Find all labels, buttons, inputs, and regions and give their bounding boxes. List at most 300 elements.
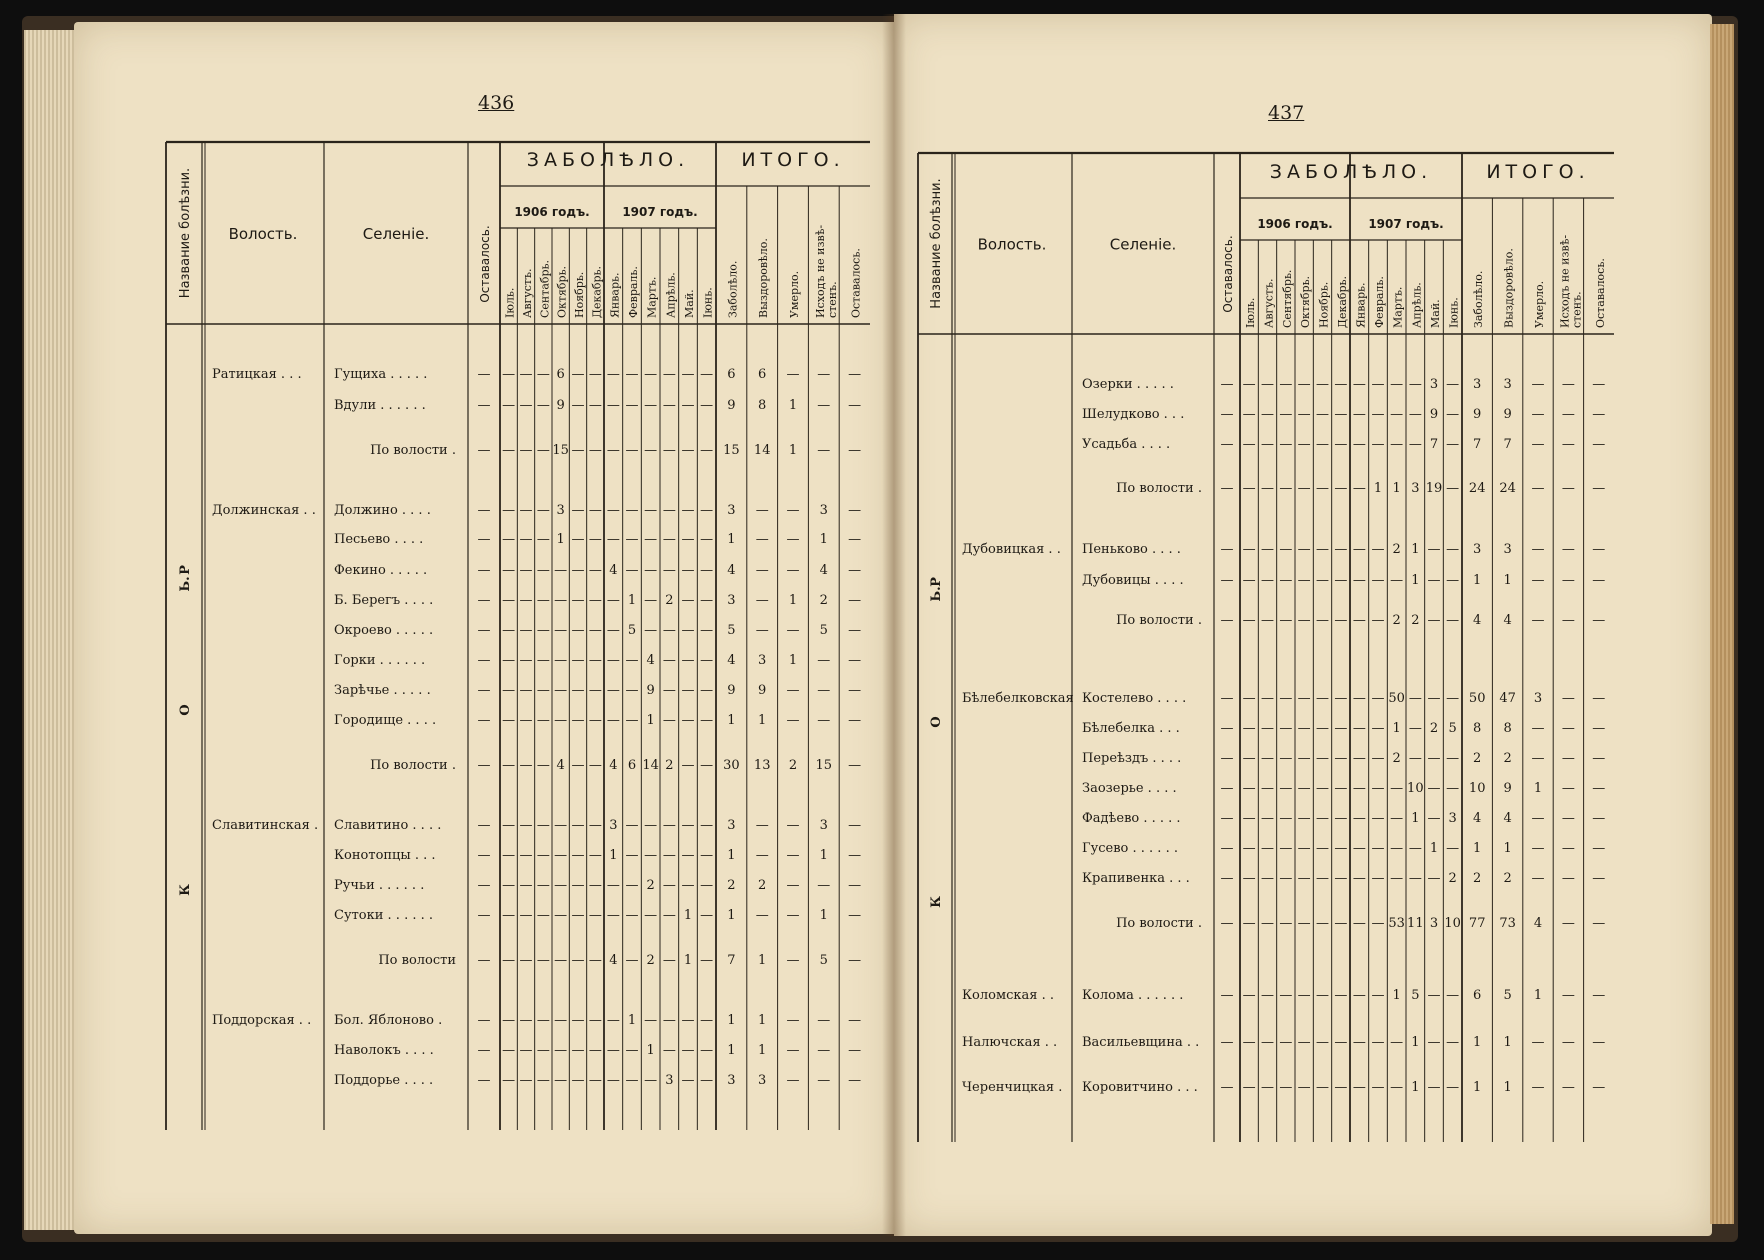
table-cell-dash: — (1220, 841, 1234, 856)
table-cell-dash: — (1352, 573, 1366, 588)
table-cell-dash: — (606, 1073, 620, 1088)
table-cell-dash: — (477, 398, 491, 413)
table-cell-dash: — (1316, 691, 1329, 706)
table-cell-dash: — (1408, 841, 1422, 856)
table-cell-dash: — (1279, 871, 1293, 886)
table-cell-dash: — (519, 1073, 533, 1088)
table-cell-dash: — (662, 818, 676, 833)
table-cell-value: 4 (609, 758, 618, 773)
table-cell-value: 3 (758, 1073, 767, 1088)
table-cell-dash: — (536, 503, 550, 518)
table-cell-dash: — (1334, 751, 1348, 766)
table-cell-value: 4 (1503, 613, 1512, 628)
month-header: Ноябрь. (573, 271, 586, 318)
village-column-header: Селеніе. (362, 225, 430, 243)
table-cell-value: 4 (609, 953, 618, 968)
table-cell-dash: — (662, 503, 676, 518)
table-cell-dash: — (554, 563, 568, 578)
table-cell-dash: — (700, 1073, 714, 1088)
table-cell-dash: — (1242, 1035, 1256, 1050)
table-cell-dash: — (1561, 613, 1575, 628)
village-name: Васильевщина . . (1082, 1035, 1200, 1050)
table-cell-dash: — (502, 1073, 516, 1088)
table-cell-dash: — (1427, 871, 1441, 886)
month-header: Февраль. (1373, 276, 1386, 328)
table-cell-dash: — (662, 367, 676, 382)
table-cell-dash: — (786, 818, 800, 833)
table-cell-dash: — (1390, 1080, 1404, 1095)
table-cell-dash: — (1352, 407, 1366, 422)
table-cell-dash: — (606, 908, 620, 923)
table-cell-dash: — (1531, 751, 1545, 766)
table-cell-dash: — (477, 953, 491, 968)
village-name: Шелудково . . . (1082, 407, 1185, 422)
disease-name-letter: О (929, 716, 944, 728)
table-cell-dash: — (1242, 407, 1256, 422)
table-cell-dash: — (1242, 1080, 1256, 1095)
table-cell-dash: — (1592, 781, 1606, 796)
table-cell-value: 1 (1503, 841, 1512, 856)
table-cell-dash: — (786, 908, 800, 923)
table-cell-value: 3 (727, 818, 736, 833)
table-cell-value: 1 (1533, 781, 1543, 796)
table-cell-dash: — (1390, 437, 1404, 452)
table-cell-dash: — (1352, 721, 1366, 736)
year-1906-header: 1906 годъ. (514, 205, 590, 219)
table-cell-dash: — (502, 563, 516, 578)
table-cell-dash: — (786, 713, 800, 728)
month-header: Ноябрь. (1317, 281, 1331, 328)
table-cell-dash: — (502, 908, 516, 923)
table-cell-dash: — (700, 908, 714, 923)
table-cell-dash: — (1334, 871, 1348, 886)
table-cell-dash: — (786, 367, 800, 382)
year-1906-header: 1906 годъ. (1257, 217, 1333, 231)
table-cell-dash: — (681, 1043, 695, 1058)
month-header: Іюль. (503, 287, 517, 318)
month-header: Октябрь. (1299, 275, 1313, 328)
table-cell-value: 4 (1473, 613, 1482, 628)
table-cell-value: 1 (1411, 811, 1420, 826)
remained-column-header: Оставалось. (478, 225, 492, 303)
table-cell-dash: — (700, 818, 714, 833)
table-cell-value: 2 (1411, 613, 1420, 628)
table-cell-dash: — (606, 1043, 620, 1058)
table-cell-dash: — (1242, 721, 1256, 736)
month-header: Май. (683, 289, 696, 318)
month-header: Май. (1429, 299, 1442, 328)
table-cell-dash: — (700, 878, 714, 893)
table-cell-dash: — (1220, 1080, 1234, 1095)
table-cell-dash: — (519, 503, 533, 518)
table-cell-dash: — (1592, 481, 1606, 496)
table-cell-value: 2 (1503, 751, 1512, 766)
table-cell-dash: — (625, 563, 639, 578)
table-cell-value: 2 (1392, 613, 1401, 628)
volost-column-header: Волость. (977, 235, 1047, 254)
table-cell-dash: — (1446, 377, 1460, 392)
table-cell-dash: — (817, 713, 831, 728)
table-cell-dash: — (817, 398, 831, 413)
table-cell-value: 2 (758, 878, 767, 893)
table-cell-dash: — (1352, 613, 1366, 628)
table-cell-dash: — (1427, 573, 1441, 588)
table-cell-value: 9 (1503, 781, 1512, 796)
table-cell-dash: — (1592, 916, 1606, 931)
table-cell-dash: — (588, 848, 602, 863)
table-cell-dash: — (554, 908, 568, 923)
table-cell-dash: — (1531, 573, 1545, 588)
table-cell-dash: — (1352, 781, 1366, 796)
village-name: Сутоки . . . . . . (334, 908, 433, 923)
table-cell-dash: — (848, 563, 862, 578)
table-cell-dash: — (1427, 1035, 1441, 1050)
table-cell-dash: — (571, 908, 585, 923)
table-cell-dash: — (477, 1013, 491, 1028)
table-cell-dash: — (1561, 916, 1575, 931)
table-cell-dash: — (606, 623, 620, 638)
disease-name-letter: Р (178, 565, 193, 575)
table-cell-dash: — (536, 532, 550, 547)
table-cell-dash: — (1531, 481, 1545, 496)
table-cell-dash: — (536, 1073, 550, 1088)
table-cell-dash: — (644, 398, 658, 413)
table-cell-value: 1 (1392, 721, 1401, 736)
table-cell-value: 7 (1473, 437, 1482, 452)
table-cell-dash: — (1261, 542, 1274, 557)
table-cell-value: 1 (683, 953, 693, 968)
table-cell-dash: — (536, 398, 550, 413)
table-cell-dash: — (786, 953, 800, 968)
table-cell-value: 2 (819, 593, 828, 608)
table-cell-dash: — (519, 683, 533, 698)
table-cell-dash: — (1316, 721, 1329, 736)
table-cell-value: 3 (819, 818, 828, 833)
table-cell-value: 2 (646, 953, 655, 968)
table-cell-dash: — (554, 878, 568, 893)
table-cell-dash: — (1220, 721, 1234, 736)
table-cell-dash: — (848, 1073, 862, 1088)
table-cell-dash: — (1561, 542, 1575, 557)
table-cell-dash: — (536, 623, 550, 638)
table-cell-dash: — (519, 758, 533, 773)
month-header: Апрѣль. (664, 272, 678, 318)
disease-name-letter: О (178, 704, 193, 716)
table-cell-dash: — (502, 848, 516, 863)
table-cell-dash: — (625, 443, 639, 458)
table-cell-dash: — (625, 367, 639, 382)
table-cell-dash: — (1261, 811, 1274, 826)
table-cell-dash: — (477, 653, 491, 668)
table-cell-dash: — (536, 758, 550, 773)
table-cell-dash: — (1561, 481, 1575, 496)
table-cell-dash: — (588, 623, 602, 638)
table-cell-dash: — (662, 683, 676, 698)
table-cell-dash: — (786, 532, 800, 547)
subtotal-label: По волости . (1116, 613, 1202, 628)
table-cell-value: 1 (788, 398, 798, 413)
table-cell-dash: — (1297, 871, 1311, 886)
month-header: Августъ. (1262, 278, 1276, 328)
table-cell-dash: — (477, 367, 491, 382)
table-cell-dash: — (1279, 781, 1293, 796)
table-cell-value: 1 (1411, 542, 1420, 557)
table-cell-dash: — (1297, 811, 1311, 826)
village-name: Б. Берегъ . . . . (334, 593, 434, 608)
table-cell-dash: — (1446, 691, 1460, 706)
table-cell-dash: — (1261, 988, 1274, 1003)
table-cell-dash: — (1531, 871, 1545, 886)
totals-header: Оставалось. (1593, 258, 1607, 328)
table-cell-dash: — (1446, 781, 1460, 796)
table-cell-dash: — (554, 623, 568, 638)
table-cell-dash: — (1220, 988, 1234, 1003)
table-cell-value: 53 (1388, 916, 1405, 931)
table-cell-value: 3 (609, 818, 618, 833)
table-cell-dash: — (700, 398, 714, 413)
table-cell-dash: — (1220, 573, 1234, 588)
volost-name: Славитинская . (212, 818, 319, 833)
table-cell-dash: — (1561, 811, 1575, 826)
table-cell-value: 4 (1533, 916, 1543, 931)
table-cell-dash: — (1334, 1080, 1348, 1095)
table-cell-dash: — (817, 367, 831, 382)
table-cell-dash: — (1446, 407, 1460, 422)
table-cell-dash: — (606, 593, 620, 608)
table-cell-dash: — (1352, 377, 1366, 392)
totals-header: Выздоровѣло. (1502, 248, 1516, 328)
table-cell-value: 7 (727, 953, 736, 968)
table-cell-dash: — (606, 713, 620, 728)
table-cell-dash: — (662, 908, 676, 923)
table-cell-value: 50 (1388, 691, 1405, 706)
table-cell-value: 1 (727, 532, 736, 547)
table-cell-value: 1 (727, 1013, 736, 1028)
table-cell-value: 3 (1429, 916, 1439, 931)
table-cell-dash: — (536, 563, 550, 578)
table-cell-dash: — (1390, 1035, 1404, 1050)
village-name: Фекино . . . . . (334, 563, 428, 578)
table-cell-dash: — (1592, 407, 1606, 422)
table-cell-dash: — (681, 1073, 695, 1088)
table-cell-value: 3 (1503, 377, 1512, 392)
table-cell-value: 4 (819, 563, 828, 578)
table-cell-dash: — (625, 683, 639, 698)
table-cell-dash: — (625, 953, 639, 968)
table-cell-dash: — (700, 848, 714, 863)
table-cell-dash: — (571, 653, 585, 668)
table-cell-value: 1 (758, 1043, 767, 1058)
table-cell-dash: — (1297, 841, 1311, 856)
table-cell-dash: — (1592, 988, 1606, 1003)
table-cell-dash: — (700, 653, 714, 668)
month-header: Іюль. (1244, 297, 1258, 328)
table-cell-value: 1 (627, 1013, 637, 1028)
table-cell-dash: — (848, 593, 862, 608)
table-cell-dash: — (1352, 1080, 1366, 1095)
table-cell-dash: — (848, 818, 862, 833)
table-cell-value: 5 (1448, 721, 1457, 736)
table-cell-dash: — (502, 683, 516, 698)
village-name: Песьево . . . . (334, 532, 424, 547)
table-cell-dash: — (1446, 613, 1460, 628)
table-cell-value: 6 (758, 367, 767, 382)
table-cell-dash: — (1371, 1080, 1385, 1095)
table-cell-dash: — (571, 367, 585, 382)
table-cell-dash: — (1220, 437, 1234, 452)
table-cell-value: 1 (1473, 841, 1482, 856)
table-cell-dash: — (1446, 1080, 1460, 1095)
table-cell-dash: — (1261, 916, 1274, 931)
table-cell-dash: — (1334, 781, 1348, 796)
table-cell-dash: — (848, 653, 862, 668)
table-cell-dash: — (1352, 916, 1366, 931)
table-cell-dash: — (1334, 481, 1348, 496)
table-cell-value: 2 (727, 878, 736, 893)
table-cell-dash: — (554, 713, 568, 728)
table-cell-dash: — (536, 1043, 550, 1058)
month-header: Октябрь. (555, 265, 569, 318)
table-cell-value: 2 (788, 758, 798, 773)
table-cell-dash: — (1371, 573, 1385, 588)
table-cell-value: 1 (819, 848, 828, 863)
table-cell-dash: — (848, 367, 862, 382)
table-cell-dash: — (817, 653, 831, 668)
table-cell-dash: — (1352, 988, 1366, 1003)
table-cell-dash: — (519, 1013, 533, 1028)
table-cell-dash: — (817, 1013, 831, 1028)
month-header: Декабрь. (1335, 275, 1349, 328)
table-cell-dash: — (1446, 573, 1460, 588)
table-cell-value: 13 (753, 758, 771, 773)
village-name: Гусево . . . . . . (1082, 841, 1178, 856)
volost-name: Бѣлебелковская (962, 691, 1074, 706)
table-cell-dash: — (700, 563, 714, 578)
table-cell-value: 2 (1392, 751, 1401, 766)
subtotal-label: По волости . (1116, 481, 1202, 496)
table-cell-dash: — (502, 593, 516, 608)
table-cell-value: 2 (665, 593, 674, 608)
table-cell-dash: — (554, 593, 568, 608)
table-cell-dash: — (1390, 781, 1404, 796)
table-cell-dash: — (681, 683, 695, 698)
table-cell-dash: — (1297, 1080, 1311, 1095)
table-cell-dash: — (1371, 691, 1385, 706)
table-cell-dash: — (588, 1043, 602, 1058)
table-cell-dash: — (477, 683, 491, 698)
table-cell-dash: — (477, 443, 491, 458)
table-cell-dash: — (519, 818, 533, 833)
month-header: Апрѣль. (1410, 282, 1424, 328)
table-cell-dash: — (1408, 691, 1422, 706)
table-cell-dash: — (1531, 377, 1545, 392)
table-cell-dash: — (662, 1043, 676, 1058)
table-cell-dash: — (1220, 751, 1234, 766)
table-cell-value: 9 (727, 398, 736, 413)
table-cell-dash: — (554, 683, 568, 698)
table-cell-dash: — (848, 758, 862, 773)
table-cell-dash: — (1427, 781, 1441, 796)
table-cell-dash: — (1371, 1035, 1385, 1050)
table-cell-dash: — (848, 1043, 862, 1058)
table-cell-dash: — (625, 713, 639, 728)
table-cell-value: 7 (1429, 437, 1439, 452)
table-cell-dash: — (1408, 721, 1422, 736)
table-cell-dash: — (1592, 573, 1606, 588)
table-cell-dash: — (1446, 1035, 1460, 1050)
table-cell-dash: — (786, 623, 800, 638)
table-cell-dash: — (662, 713, 676, 728)
volost-name: Должинская . . (212, 503, 316, 518)
table-cell-dash: — (571, 443, 585, 458)
table-cell-value: 3 (1448, 811, 1457, 826)
village-name: Поддорье . . . . (334, 1073, 434, 1088)
table-cell-dash: — (1592, 841, 1606, 856)
table-cell-dash: — (1408, 377, 1422, 392)
table-cell-dash: — (1561, 751, 1575, 766)
table-cell-dash: — (536, 443, 550, 458)
table-cell-dash: — (662, 532, 676, 547)
table-cell-dash: — (1390, 407, 1404, 422)
table-cell-dash: — (1261, 751, 1274, 766)
table-cell-dash: — (606, 443, 620, 458)
table-cell-dash: — (1261, 407, 1274, 422)
table-cell-dash: — (1242, 988, 1256, 1003)
table-cell-value: 50 (1468, 691, 1486, 706)
table-cell-value: 1 (646, 713, 655, 728)
table-cell-dash: — (662, 653, 676, 668)
village-name: Наволокъ . . . . (334, 1043, 434, 1058)
table-cell-dash: — (1561, 377, 1575, 392)
table-cell-value: 9 (1473, 407, 1482, 422)
table-cell-dash: — (1220, 613, 1234, 628)
table-cell-dash: — (1297, 613, 1311, 628)
table-cell-dash: — (477, 713, 491, 728)
table-cell-dash: — (1390, 573, 1404, 588)
table-cell-dash: — (1316, 751, 1329, 766)
table-cell-dash: — (1242, 916, 1256, 931)
table-cell-dash: — (755, 818, 769, 833)
table-cell-value: 1 (1473, 573, 1482, 588)
disease-name-letter: К (929, 896, 944, 908)
table-cell-value: 1 (1503, 1080, 1512, 1095)
table-cell-value: 1 (1411, 573, 1420, 588)
table-cell-dash: — (1531, 613, 1545, 628)
table-cell-dash: — (1316, 1080, 1329, 1095)
table-cell-dash: — (817, 443, 831, 458)
table-cell-dash: — (1242, 751, 1256, 766)
table-cell-dash: — (519, 653, 533, 668)
table-cell-dash: — (1242, 811, 1256, 826)
table-cell-dash: — (536, 713, 550, 728)
table-cell-dash: — (786, 1013, 800, 1028)
table-cell-dash: — (1408, 407, 1422, 422)
table-cell-dash: — (625, 653, 639, 668)
table-cell-dash: — (571, 1013, 585, 1028)
table-cell-dash: — (1242, 781, 1256, 796)
table-cell-dash: — (1561, 1080, 1575, 1095)
table-cell-dash: — (625, 848, 639, 863)
table-cell-dash: — (1261, 691, 1274, 706)
table-cell-dash: — (625, 818, 639, 833)
table-cell-dash: — (1592, 871, 1606, 886)
table-cell-dash: — (606, 532, 620, 547)
table-cell-dash: — (1561, 691, 1575, 706)
table-cell-value: 9 (556, 398, 565, 413)
table-cell-dash: — (786, 878, 800, 893)
table-cell-value: 5 (627, 623, 637, 638)
table-cell-value: 1 (1473, 1035, 1482, 1050)
